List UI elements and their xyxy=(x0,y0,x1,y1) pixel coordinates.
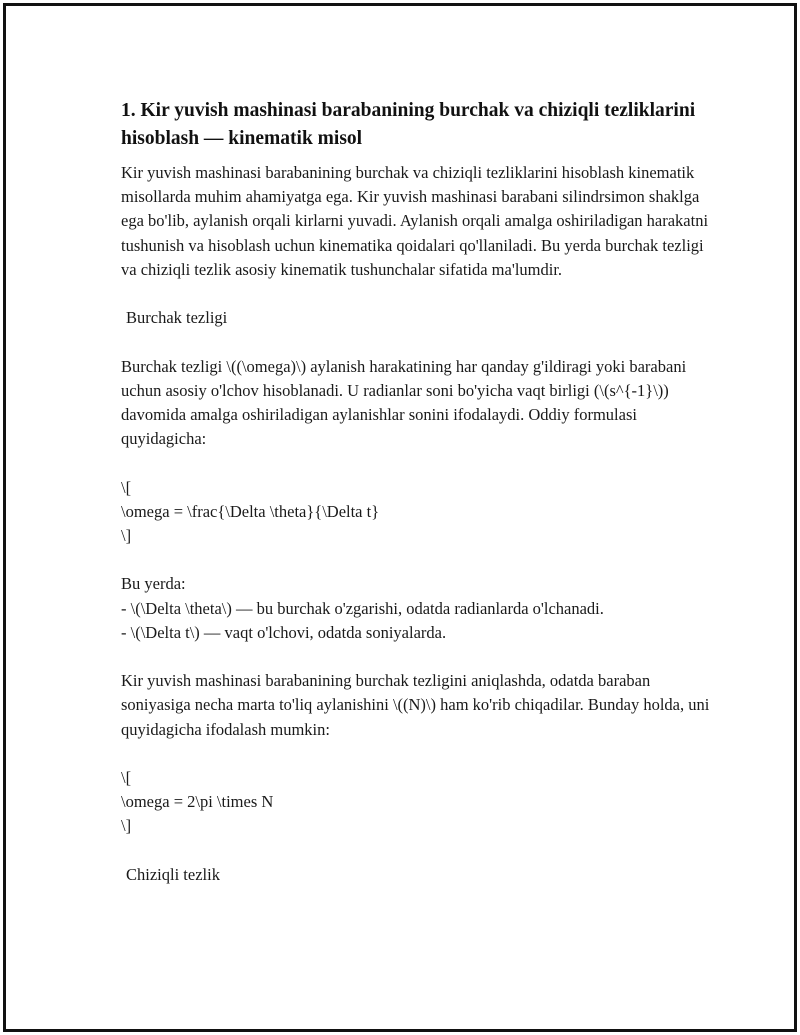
document-title: 1. Kir yuvish mashinasi barabanining burchak va chiziqli tezliklarini hisoblash — kinematik misol xyxy=(121,100,696,149)
spacer xyxy=(121,839,711,863)
angular-velocity-paragraph: Burchak tezligi \((\omega)\) aylanish harakatining har qanday g'ildiragi yoki barabani uchun asosiy o'lchov hisoblanadi. U radianlar soni bo'yicha vaqt birligi (\(s^{-1}\)) davomida amalga oshiriladigan aylanishlar sonini ifodalaydi. Oddiy formulasi quyidagicha: xyxy=(121,356,687,449)
document-content xyxy=(121,97,711,887)
spacer xyxy=(121,742,711,766)
formula-block-2 xyxy=(121,766,711,839)
formula-close: \] xyxy=(121,526,132,545)
definition-item: - \(\Delta \theta\) — bu burchak o'zgarishi, odatda radianlarda o'lchanadi. xyxy=(121,598,604,618)
formula-open: \[ xyxy=(121,477,132,497)
spacer xyxy=(121,548,711,572)
spacer xyxy=(121,451,711,475)
spacer xyxy=(121,282,711,306)
definition-list xyxy=(121,572,711,645)
spacer xyxy=(121,645,711,669)
revolutions-paragraph: Kir yuvish mashinasi barabanining burchak tezligini aniqlashda, odatda baraban soniyasiga necha marta to'liq aylanishini \((N)\) ham ko'rib chiqadilar. Bunday holda, uni quyidagicha ifodalash mumkin: xyxy=(121,671,710,739)
section-heading-burchak-tezligi: Burchak tezligi xyxy=(126,308,228,328)
where-label: Bu yerda: xyxy=(121,574,186,594)
formula-body: \omega = \frac{\Delta \theta}{\Delta t} xyxy=(121,501,380,521)
formula-close: \] xyxy=(121,816,132,836)
formula-body: \omega = 2\pi \times N xyxy=(121,792,274,812)
page-frame xyxy=(3,3,797,1032)
spacer xyxy=(121,330,711,354)
definition-item: - \(\Delta t\) — vaqt o'lchovi, odatda soniyalarda. xyxy=(121,622,447,642)
formula-open: \[ xyxy=(121,767,132,787)
section-heading-chiziqli-tezlik: Chiziqli tezlik xyxy=(126,864,220,884)
formula-block-1 xyxy=(121,476,711,549)
intro-paragraph: Kir yuvish mashinasi barabanining burchak va chiziqli tezliklarini hisoblash kinematik misollarda muhim ahamiyatga ega. Kir yuvish mashinasi barabani silindrsimon shaklga ega bo'lib, aylanish orqali kirlarni yuvadi. Aylanish orqali amalga oshiriladigan harakatni tushunish va hisoblash uchun kinematika qoidalari qo'llaniladi. Bu yerda burchak tezligi va chiziqli tezlik asosiy kinematik tushunchalar sifatida ma'lumdir. xyxy=(121,163,709,279)
